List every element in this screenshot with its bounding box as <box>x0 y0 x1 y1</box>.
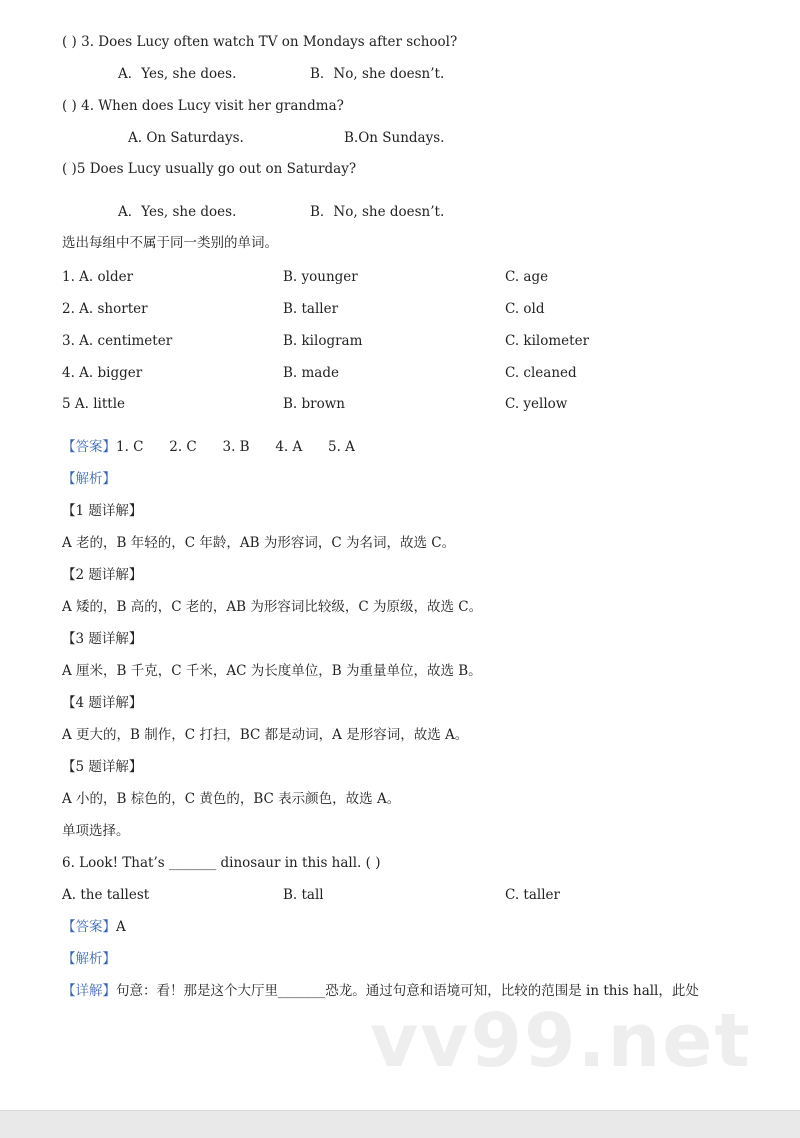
odd-row-5-b: B. brown <box>283 396 345 412</box>
detail-4-text: A 更大的，B 制作，C 打扫，BC 都是动词，A 是形容词，故选 A。 <box>62 727 469 743</box>
odd-row-4-a: 4. A. bigger <box>62 365 143 381</box>
analysis-tag: 【解析】 <box>62 951 116 967</box>
answer-tag: 【答案】 <box>62 439 116 455</box>
detail-3-text: A 厘米，B 千克，C 千米，AC 为长度单位，B 为重量单位，故选 B。 <box>62 663 482 679</box>
odd-row-3-a: 3. A. centimeter <box>62 333 173 349</box>
detail-2-head: 【2 题详解】 <box>62 567 143 583</box>
detail-1-text: A 老的，B 年轻的，C 年龄，AB 为形容词，C 为名词，故选 C。 <box>62 535 456 551</box>
answer-text: A <box>116 919 126 935</box>
detail-2-text: A 矮的，B 高的，C 老的，AB 为形容词比较级，C 为原级，故选 C。 <box>62 599 483 615</box>
answer-line-odd <box>62 438 355 456</box>
odd-row-2-b: B. taller <box>283 301 339 317</box>
question-4-option-b: B.On Sundays. <box>344 130 445 146</box>
question-5-option-b: B．No, she doesn’t. <box>310 204 445 220</box>
odd-row-2-c: C. old <box>505 301 545 317</box>
odd-row-4-b: B. made <box>283 365 339 381</box>
odd-row-5-a: 5 A. little <box>62 396 126 412</box>
answer-tag: 【答案】 <box>62 919 116 935</box>
detail-5-head: 【5 题详解】 <box>62 759 143 775</box>
question-3: ( ) 3. Does Lucy often watch TV on Mondays after school? <box>62 34 458 50</box>
detail-5-text: A 小的，B 棕色的，C 黄色的，BC 表示颜色，故选 A。 <box>62 791 401 807</box>
watermark-text: vv99.net <box>370 998 752 1084</box>
odd-row-5-c: C. yellow <box>505 396 568 412</box>
detail-4-head: 【4 题详解】 <box>62 695 143 711</box>
odd-row-1-c: C. age <box>505 269 549 285</box>
question-4-option-a: A. On Saturdays. <box>128 130 244 146</box>
odd-row-1-a: 1. A. older <box>62 269 134 285</box>
question-5: ( )5 Does Lucy usually go out on Saturday? <box>62 161 357 177</box>
question-3-option-a: A．Yes, she does. <box>118 66 237 82</box>
odd-row-3-c: C. kilometer <box>505 333 590 349</box>
odd-row-3-b: B. kilogram <box>283 333 363 349</box>
detail-3-head: 【3 题详解】 <box>62 631 143 647</box>
answer-text: 1. C 2. C 3. B 4. A 5. A <box>116 439 355 455</box>
question-5-option-a: A．Yes, she does. <box>118 204 237 220</box>
question-3-option-b: B．No, she doesn’t. <box>310 66 445 82</box>
odd-row-2-a: 2. A. shorter <box>62 301 148 317</box>
question-6: 6. Look! That’s _______ dinosaur in this hall. ( ) <box>62 855 381 871</box>
question-4: ( ) 4. When does Lucy visit her grandma? <box>62 98 344 114</box>
section-title-single-choice: 单项选择。 <box>62 823 130 839</box>
odd-row-4-c: C. cleaned <box>505 365 577 381</box>
detail-1-head: 【1 题详解】 <box>62 503 143 519</box>
analysis-tag: 【解析】 <box>62 471 116 487</box>
odd-row-1-b: B. younger <box>283 269 358 285</box>
question-6-option-c: C. taller <box>505 887 560 903</box>
page-bottom-strip <box>0 1110 800 1138</box>
detail-text: 句意：看！那是这个大厅里_______恐龙。通过句意和语境可知，比较的范围是 in this hall，此处 <box>116 983 699 999</box>
question-6-option-a: A. the tallest <box>62 887 150 903</box>
detail-tag: 【详解】 <box>62 983 116 999</box>
answer-line-single <box>62 918 126 936</box>
section-title-odd-one-out: 选出每组中不属于同一类别的单词。 <box>62 235 278 251</box>
question-6-option-b: B. tall <box>283 887 324 903</box>
